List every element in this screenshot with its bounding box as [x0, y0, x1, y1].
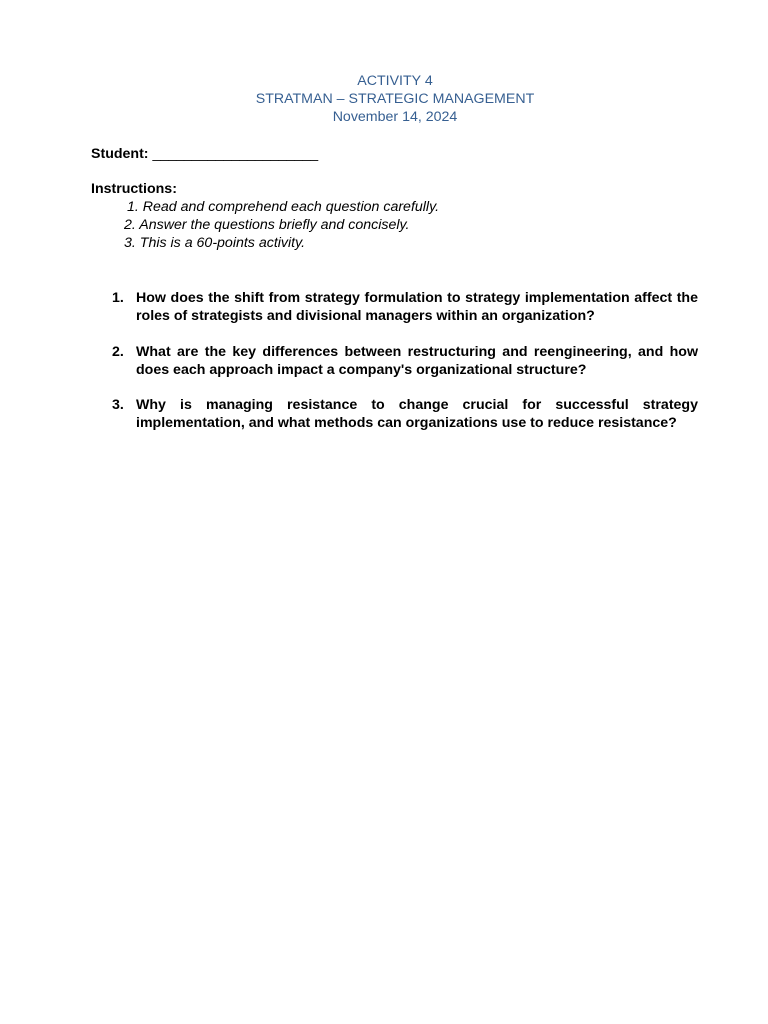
questions-list: [112, 289, 698, 450]
student-line: [91, 145, 318, 163]
question-item: [112, 343, 698, 379]
question-text: How does the shift from strategy formulation to strategy implementation affect the roles of strategists and divisional managers within an organization?: [136, 290, 698, 324]
document-header: [0, 73, 768, 126]
instruction-item: 2. Answer the questions briefly and concisely.: [124, 217, 410, 233]
question-text: What are the key differences between restructuring and reengineering, and how does each approach impact a company's organizational structure?: [136, 343, 698, 378]
question-number: 3.: [112, 397, 124, 413]
activity-title: ACTIVITY 4: [357, 73, 433, 89]
student-name-blank: _____________________: [152, 146, 319, 162]
course-title: STRATMAN – STRATEGIC MANAGEMENT: [255, 90, 535, 107]
question-number: 2.: [112, 343, 124, 360]
question-item: [112, 289, 698, 325]
question-item: [112, 396, 698, 432]
student-label: Student:: [91, 146, 149, 162]
question-text: Why is managing resistance to change crucial for successful strategy implementation, and what methods can organizations use to reduce resistance?: [136, 397, 698, 431]
instruction-item: 3. This is a 60-points activity.: [124, 235, 306, 251]
instruction-item: 1. Read and comprehend each question carefully.: [127, 199, 440, 215]
question-number: 1.: [112, 290, 124, 306]
instructions-list: [124, 198, 439, 252]
instructions-label: Instructions:: [91, 181, 177, 197]
activity-date: November 14, 2024: [332, 108, 458, 125]
